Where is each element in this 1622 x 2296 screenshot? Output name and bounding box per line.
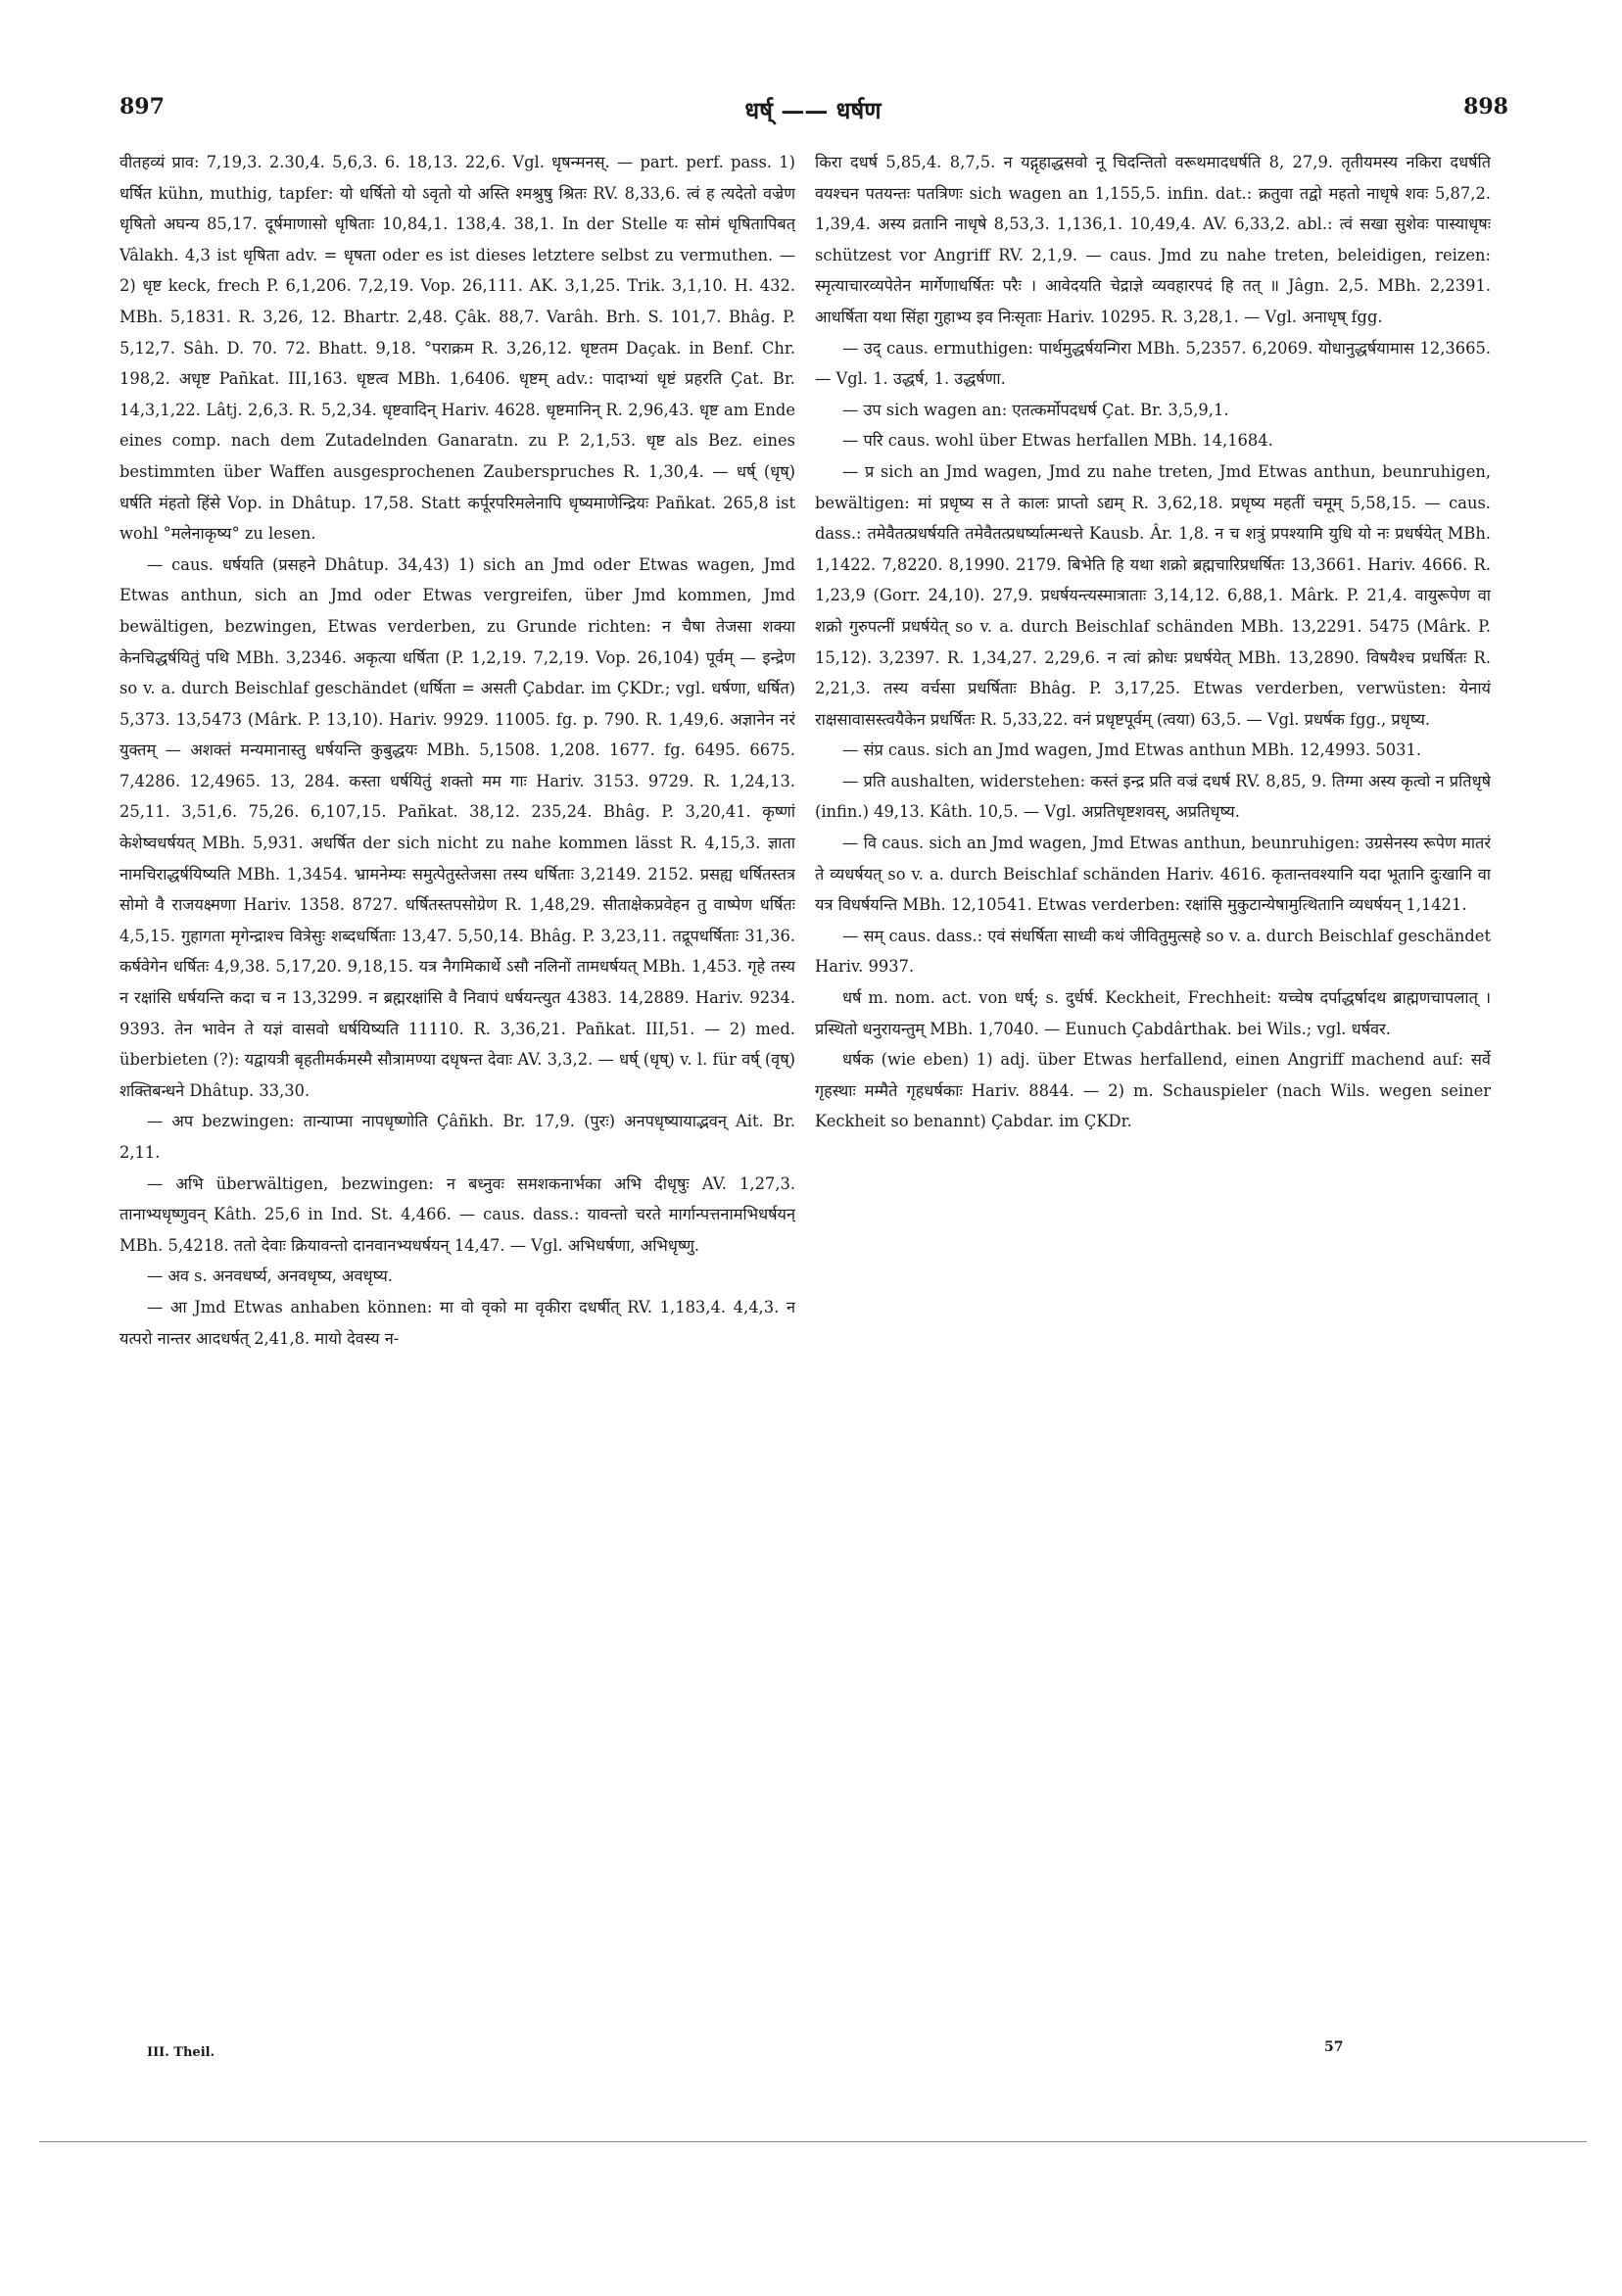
dictionary-paragraph: किरा दधर्ष 5,85,4. 8,7,5. न यद्गृहाद्धसवो नू चिदन्तितो वरूथमादधर्षति 8, 27,9. तृतीयमस्य नकिरा दधर्षति वयश्चन पतयन्तः पतत्रिणः sich wagen an 1,155,5. infin. dat.: क्रतुवा तद्वो महतो नाधृषे शवः 5,87,2. 1,39,4. अस्य व्रतानि नाधृषे 8,53,3. 1,136,1. 10,49,4. AV. 6,33,2. abl.: त्वं सखा सुशेवः पास्याधृषः schützest vor Angriff RV. 2,1,9. — caus. Jmd zu nahe treten, beleidigen, reizen: स्मृत्याचारव्यपेतेन मार्गेणाधर्षितः परैः । आवेदयति चेद्राज्ञे व्यवहारपदं हि तत् ॥ Jâgn. 2,5. MBh. 2,2391. आधर्षिता यथा सिंहा गुहाभ्य इव निःसृताः Hariv. 10295. R. 3,28,1. — Vgl. अनाधृष् fgg.	[815, 153, 1491, 326]
dictionary-paragraph: — caus. धर्षयति (प्रसहने Dhâtup. 34,43) 1) sich an Jmd oder Etwas wagen, Jmd Etwas anthun, sich an Jmd oder Etwas vergreifen, über Jmd kommen, Jmd bewältigen, bezwingen, Etwas verderben, zu Grunde richten: न चैषा तेजसा शक्या केनचिद्धर्षयितुं पथि MBh. 3,2346. अकृत्या धर्षिता (P. 1,2,19. 7,2,19. Vop. 26,104) पूर्वम् — इन्द्रेण so v. a. durch Beischlaf geschändet (धर्षिता = असती Çabdar. im ÇKDr.; vgl. धर्षणा, धर्षित) 5,373. 13,5473 (Mârk. P. 13,10). Hariv. 9929. 11005. fg. p. 790. R. 1,49,6. अज्ञानेन नरं युक्तम् — अशक्तं मन्यमानास्तु धर्षयन्ति कुबुद्धयः MBh. 5,1508. 1,208. 1677. fg. 6495. 6675. 7,4286. 12,4965. 13, 284. कस्ता धर्षयितुं शक्तो मम गाः Hariv. 3153. 9729. R. 1,24,13. 25,11. 3,51,6. 75,26. 6,107,15. Pañkat. 38,12. 235,24. Bhâg. P. 3,20,41. कृष्णां केशेष्वधर्षयत् MBh. 5,931. अधर्षित der sich nicht zu nahe kommen lässt R. 4,15,3. ज्ञाता नामचिराद्धर्षयिष्यति MBh. 1,3454. भ्रामनेम्यः समुत्पेतुस्तेजसा तस्य धर्षिताः 3,2149. 2152. प्रसह्य धर्षितस्तत्र सोमो वै राजयक्ष्मणा Hariv. 1358. 8727. धर्षितस्तपसोग्रेण R. 1,48,29. सीताक्षेकप्रवेहन तु वाष्पेण धर्षितः 4,5,15. गुहागता मृगेन्द्राश्च वित्रेसुः शब्दधर्षिताः 13,47. 5,50,14. Bhâg. P. 3,23,11. तद्रूपधर्षिताः 31,36. कर्षवेगेन धर्षितः 4,9,38. 5,17,20. 9,18,15. यत्र नैगमिकार्थे ऽसौ नलिनों तामधर्षयत् MBh. 1,453. गृहे तस्य न रक्षांसि धर्षयन्ति कदा च न 13,3299. न ब्रह्मरक्षांसि वै निवापं धर्षयन्त्युत 4383. 14,2889. Hariv. 9234. 9393. तेन भावेन ते यज्ञं वासवो धर्षयिष्यति 11110. R. 3,36,21. Pañkat. III,51. — 2) med. überbieten (?): यद्वायत्री बृहतीमर्कमस्मै सौत्रामण्या दधृषन्त देवाः AV. 3,3,2. — धर्ष् (धृष्) v. l. für वर्ष् (वृष्) शक्तिबन्धने Dhâtup. 33,30.	[119, 554, 795, 1100]
page-number-right: 898	[1463, 94, 1508, 120]
dictionary-paragraph: — प्र sich an Jmd wagen, Jmd zu nahe treten, Jmd Etwas anthun, beunruhigen, bewältigen: मां प्रधृष्य स ते कालः प्राप्तो ऽद्यम् R. 3,62,18. प्रधृष्य महतीं चमूम् 5,58,15. — caus. dass.: तमेवैतत्प्रधर्षयति तमेवैतत्प्रधर्ष्यात्मन्धत्ते Kausb. Âr. 1,8. न च शत्रुं प्रपश्यामि युधि यो नः प्रधर्षयेत् MBh. 1,1422. 7,8220. 8,1990. 2179. बिभेति हि यथा शक्रो ब्रह्मचारिप्रधर्षितः 13,3661. Hariv. 4666. R. 1,23,9 (Gorr. 24,10). 27,9. प्रधर्षयन्त्यस्मात्राताः 3,14,12. 6,88,1. Mârk. P. 21,4. वायुरूपेण वा शक्रो गुरुपत्नीं प्रधर्षयेत् so v. a. durch Beischlaf schänden MBh. 13,2291. 5475 (Mârk. P. 15,12). 3,2397. R. 1,34,27. 2,29,6. न त्वां क्रोधः प्रधर्षयेत् MBh. 13,2890. विषयैश्च प्रधर्षितः R. 2,21,3. तस्य वर्चसा प्रधर्षिताः Bhâg. P. 3,17,25. Etwas verderben, verwüsten: येनायं राक्षसावासस्त्वयैकेन प्रधर्षितः R. 5,33,22. वनं प्रधृष्टपूर्वम् (त्वया) 63,5. — Vgl. प्रधर्षक fgg., प्रधृष्य.	[815, 461, 1491, 729]
dictionary-paragraph: — अभि überwältigen, bezwingen: न बध्नुवः समशकनार्भका अभि दीधृषुः AV. 1,27,3. तानाभ्यधृष्णुवन् Kâth. 25,6 in Ind. St. 4,466. — caus. dass.: यावन्तो चरते मार्गान्पत्तनामभिधर्षयन् MBh. 5,4218. ततो देवाः क्रियावन्तो दानवानभ्यधर्षयन् 14,47. — Vgl. अभिधर्षणा, अभिधृष्णु.	[119, 1173, 795, 1255]
dictionary-paragraph: धर्षक (wie eben) 1) adj. über Etwas herfallend, einen Angriff machend auf: सर्वे गृहस्थाः मम्मैते गृहधर्षकाः Hariv. 8844. — 2) m. Schauspieler (nach Wils. wegen seiner Keckheit so benannt) Çabdar. im ÇKDr.	[815, 1050, 1491, 1131]
dictionary-paragraph: — उद् caus. ermuthigen: पार्थमुद्धर्षयन्गिरा MBh. 5,2357. 6,2069. योधानुद्धर्षयामास 12,3665. — Vgl. 1. उद्धर्ष, 1. उद्धर्षणा.	[815, 338, 1491, 389]
dictionary-paragraph: — आ Jmd Etwas anhaben können: मा वो वृको मा वृकीरा दधर्षीत् RV. 1,183,4. 4,4,3. न यत्परो नान्तर आदधर्षत् 2,41,8. मायो देवस्य न-	[119, 1297, 795, 1348]
dictionary-paragraph: — परि caus. wohl über Etwas herfallen MBh. 14,1684.	[842, 431, 1273, 451]
sheet-number: 57	[1324, 2039, 1344, 2055]
dictionary-paragraph: — वि caus. sich an Jmd wagen, Jmd Etwas anthun, beunruhigen: उग्रसेनस्य रूपेण मातरं ते व्यधर्षयत् so v. a. durch Beischlaf schänden Hariv. 4616. कृतान्तवश्यानि यदा भूतानि दुःखानि वा यत्र विधर्षयन्ति MBh. 12,10541. Etwas verderben: रक्षांसि मुकुटान्येषामुत्थितानि व्यधर्षयन् 1,1421.	[815, 834, 1491, 915]
dictionary-paragraph: — अप bezwingen: तान्याप्मा नापधृष्णोति Çâñkh. Br. 17,9. (पुरः) अनपधृष्यायाद्भवन् Ait. Br. 2,11.	[119, 1112, 795, 1162]
left-column	[119, 147, 795, 2037]
running-head: धर्ष् —— धर्षण	[744, 96, 882, 124]
dictionary-paragraph: वीतहव्यं प्राव: 7,19,3. 2.30,4. 5,6,3. 6. 18,13. 22,6. Vgl. धृषन्मनस्. — part. perf. pass. 1) धर्षित kühn, muthig, tapfer: यो धर्षितो यो ऽवृतो यो अस्ति श्मश्रुषु श्रितः RV. 8,33,6. त्वं ह त्यदेतो वज्रेण धृषितो अघन्य 85,17. दूर्षमाणासो धृषिताः 10,84,1. 138,4. 38,1. In der Stelle यः सोमं धृषितापिबत् Vâlakh. 4,3 ist धृषिता adv. = धृषता oder es ist dieses letztere selbst zu vermuthen. — 2) धृष्ट keck, frech P. 6,1,206. 7,2,19. Vop. 26,111. AK. 3,1,25. Trik. 3,1,10. H. 432. MBh. 5,1831. R. 3,26, 12. Bhartr. 2,48. Çâk. 88,7. Varâh. Brh. S. 101,7. Bhâg. P. 5,12,7. Sâh. D. 70. 72. Bhatt. 9,18. °पराक्रम R. 3,26,12. धृष्टतम Daçak. in Benf. Chr. 198,2. अधृष्ट Pañkat. III,163. धृष्टत्व MBh. 1,6406. धृष्टम् adv.: पादाभ्यां धृष्टं प्रहरति Çat. Br. 14,3,1,22. Lâtj. 2,6,3. R. 5,2,34. धृष्टवादिन् Hariv. 4628. धृष्टमानिन् R. 2,96,43. धृष्ट am Ende eines comp. nach dem Zutadelnden Ganaratn. zu P. 2,1,53. धृष्ट als Bez. eines bestimmten über Waffen ausgesprochenen Zauberspruches R. 1,30,4. — धर्ष् (धृष्) धर्षति मंहतो हिंसे Vop. in Dhâtup. 17,58. Statt कर्पूरपरिमलेनापि धृष्यमाणेन्द्रियः Pañkat. 265,8 ist wohl °मलेनाकृष्य° zu lesen.	[119, 153, 795, 544]
page-number-left: 897	[119, 94, 165, 120]
dictionary-paragraph: — अव s. अनवधर्ष्य, अनवधृष्य, अवधृष्य.	[147, 1267, 393, 1286]
dictionary-paragraph: धर्ष m. nom. act. von धर्ष्; s. दुर्धर्ष. Keckheit, Frechheit: यच्चेष दर्पाद्धर्षादथ ब्राह्मणचापलात् । प्रस्थितो धनुरायन्तुम् MBh. 1,7040. — Eunuch Çabdârthak. bei Wils.; vgl. धर्षवर.	[815, 988, 1491, 1038]
dictionary-paragraph: — प्रति aushalten, widerstehen: कस्तं इन्द्र प्रति वज्रं दधर्ष RV. 8,85, 9. तिग्मा अस्य कृत्वो न प्रतिधृषे (infin.) 49,13. Kâth. 10,5. — Vgl. अप्रतिधृष्टशवस्, अप्रतिधृष्य.	[815, 771, 1491, 822]
dictionary-paragraph: — सम् caus. dass.: एवं संधर्षिता साध्वी कथं जीवितुमुत्सहे so v. a. durch Beischlaf geschändet Hariv. 9937.	[815, 926, 1491, 977]
bottom-rule	[39, 2141, 1587, 2142]
dictionary-paragraph: — संप्र caus. sich an Jmd wagen, Jmd Etwas anthun MBh. 12,4993. 5031.	[842, 741, 1422, 760]
page-header	[118, 94, 1508, 133]
dictionary-paragraph: — उप sich wagen an: एतत्कर्मोपदधर्ष Çat. Br. 3,5,9,1.	[842, 400, 1229, 419]
volume-signature: III. Theil.	[147, 2045, 215, 2060]
right-column	[815, 147, 1491, 2037]
